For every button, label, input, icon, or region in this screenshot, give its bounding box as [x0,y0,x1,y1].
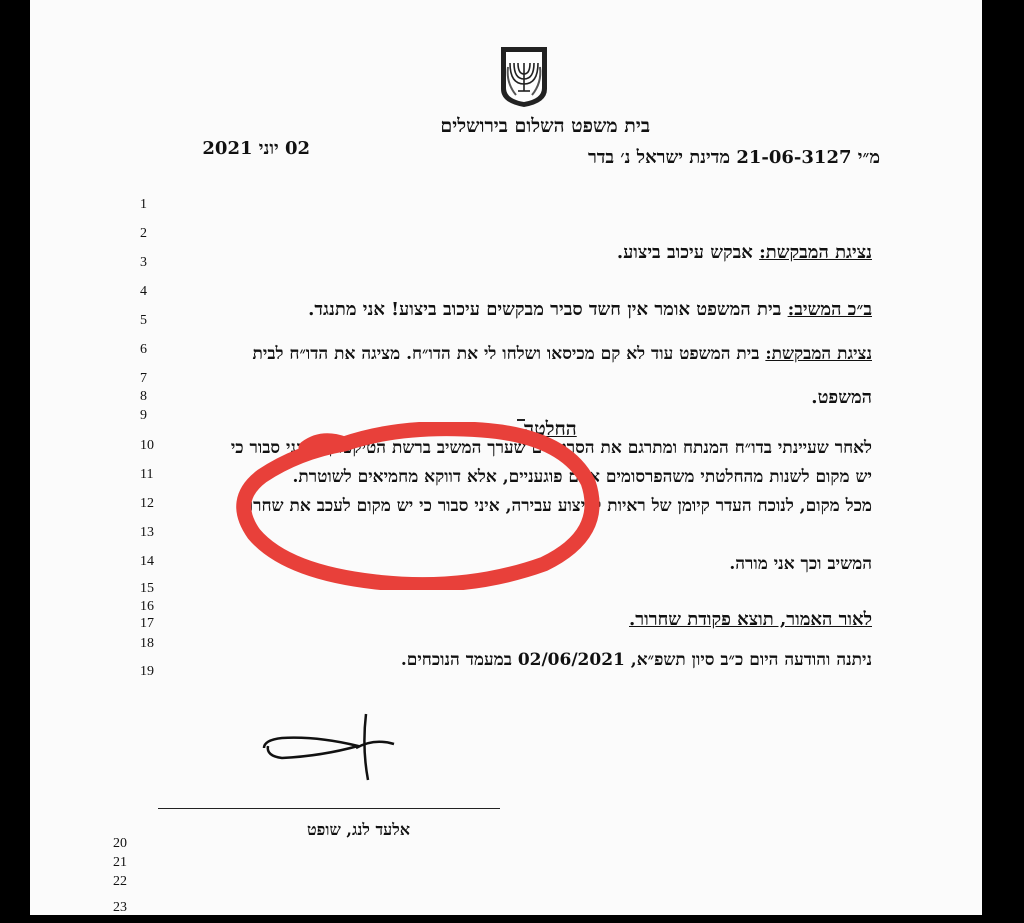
line-number: 22 [113,874,127,889]
paragraph-text: בית המשפט אומר אין חשד סביר מבקשים עיכוב ביצוע! אני מתנגד. [308,299,788,320]
decision-title: החלטה [523,418,577,440]
decision-line: המשיב וכך אני מורה. [729,554,872,574]
decision-line: לאחר שעיינתי בדו״ח המנתח ומתרגם את הסרטונים שערך המשיב ברשת הטיקטוק, אינני סבור כי [230,438,872,458]
release-order: לאור האמור, תוצא פקודת שחרור. [629,609,872,630]
paragraph-prosecution-report [170,339,872,369]
paragraph-prosecution-request [190,238,872,268]
signature-line [158,808,500,809]
line-number: 19 [140,664,154,679]
line-number: 17 [140,616,154,631]
line-number: 6 [140,342,147,357]
paragraph-continuation: המשפט. [811,387,872,408]
line-number: 1 [140,197,147,212]
paragraph-text: אבקש עיכוב ביצוע. [616,242,760,263]
speaker-label: נציגת המבקשת: [765,344,872,364]
line-number: 10 [140,438,154,453]
judge-name: אלעד לנג, שופט [307,820,410,839]
decision-line: יש מקום לשנות מהחלטתי משהפרסומים אינם פוגעניים, אלא דווקא מחמיאים לשוטרת. [292,467,872,487]
case-title: מ״י 21-06-3127 מדינת ישראל נ׳ בדר [587,147,880,168]
paragraph-defense-response [190,295,872,325]
line-number: 8 [140,389,147,404]
line-number: 7 [140,371,147,386]
line-number: 5 [140,313,147,328]
line-number: 11 [140,467,154,482]
document-date: 02 יוני 2021 [202,138,310,159]
court-document [30,0,982,915]
speaker-label: נציגת המבקשת: [759,242,872,263]
line-number: 2 [140,226,147,241]
court-name: בית משפט השלום בירושלים [440,115,650,137]
line-number: 12 [140,496,154,511]
line-number: 15 [140,581,154,596]
line-number: 13 [140,525,154,540]
line-number: 4 [140,284,147,299]
decision-line: מכל מקום, לנוכח העדר קיומן של ראיות לביצוע עבירה, איני סבור כי יש מקום לעכב את שחרור [240,496,872,516]
line-number: 23 [113,900,127,915]
line-number: 16 [140,599,154,614]
line-number: 3 [140,255,147,270]
line-number: 20 [113,836,127,851]
line-number: 9 [140,408,147,423]
paragraph-text: בית המשפט עוד לא קם מכיסאו ושלחו לי את הדו״ח. מציגה את הדו״ח לבית [252,344,766,364]
judge-signature [262,708,402,788]
state-emblem-icon [498,45,550,109]
line-number: 14 [140,554,154,569]
line-number: 18 [140,636,154,651]
speaker-label: ב״כ המשיב: [787,299,872,320]
line-number: 21 [113,855,127,870]
given-statement: ניתנה והודעה היום כ״ב סיון תשפ״א, 02/06/2021 במעמד הנוכחים. [400,650,872,670]
